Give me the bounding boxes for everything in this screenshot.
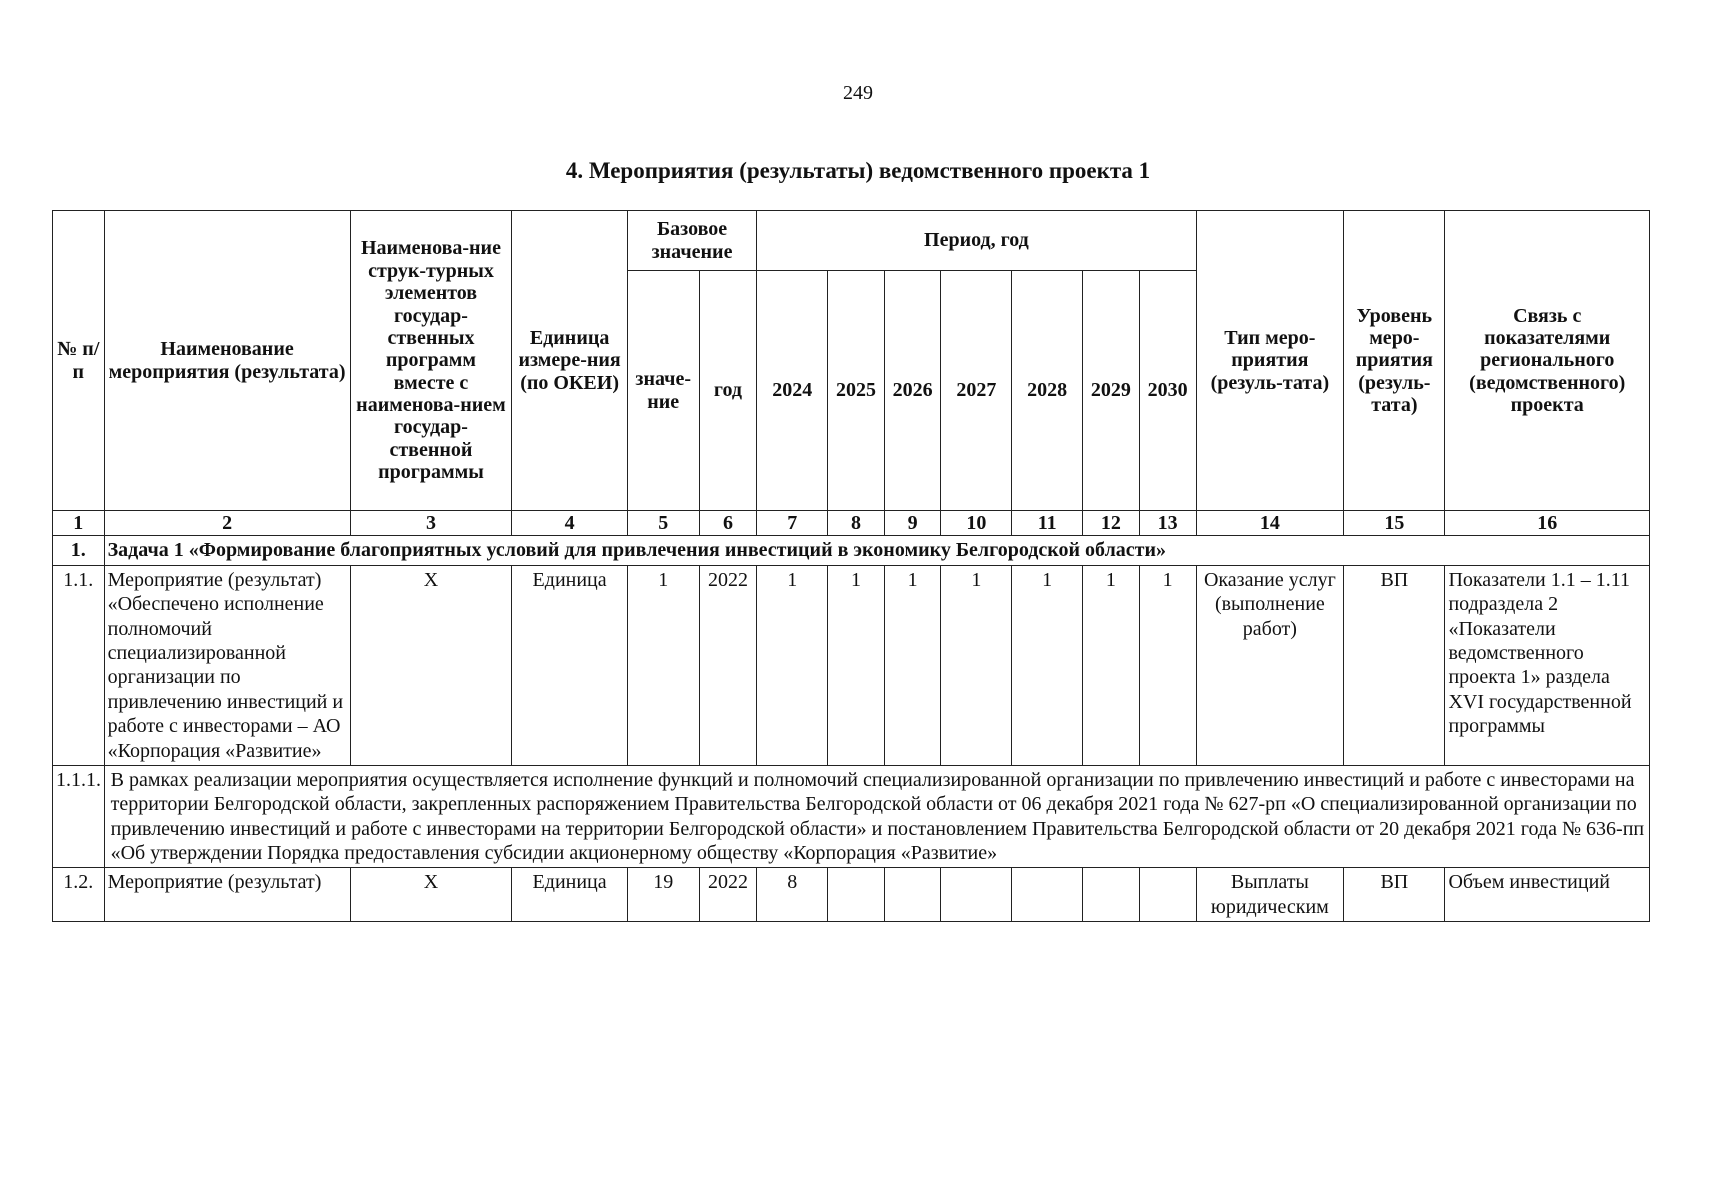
unit-of-measure: Единица xyxy=(512,565,627,765)
unit-of-measure: Единица xyxy=(512,868,627,922)
header-year-2026: 2026 xyxy=(884,271,941,511)
base-value: 19 xyxy=(627,868,699,922)
table-row-1-2 xyxy=(53,868,1650,922)
value-2029: 1 xyxy=(1083,565,1140,765)
column-number: 10 xyxy=(941,511,1012,536)
header-link: Связь с показателями регионального (ведомственного) проекта xyxy=(1445,211,1650,511)
value-2028 xyxy=(1012,868,1083,922)
column-number: 13 xyxy=(1139,511,1196,536)
value-2025 xyxy=(828,868,885,922)
row-number: 1.2. xyxy=(53,868,105,922)
value-2026 xyxy=(884,868,941,922)
column-number: 4 xyxy=(512,511,627,536)
column-number: 1 xyxy=(53,511,105,536)
task-row xyxy=(53,536,1650,565)
activity-level: ВП xyxy=(1344,868,1445,922)
activity-name: Мероприятие (результат) «Обеспечено исполнение полномочий специализированной организации по привлечению инвестиций и работе с инвесторами – АО «Корпорация «Развитие» xyxy=(104,565,350,765)
task-text: Задача 1 «Формирование благоприятных условий для привлечения инвестиций в экономику Белгородской области» xyxy=(104,536,1649,565)
task-number: 1. xyxy=(53,536,105,565)
page-number: 249 xyxy=(843,82,873,104)
header-base-value: значе-ние xyxy=(627,271,699,511)
value-2028: 1 xyxy=(1012,565,1083,765)
header-base-year: год xyxy=(699,271,757,511)
column-number: 14 xyxy=(1196,511,1344,536)
header-type: Тип меро-приятия (резуль-тата) xyxy=(1196,211,1344,511)
activity-name: Мероприятие (результат) xyxy=(104,868,350,922)
base-value: 1 xyxy=(627,565,699,765)
page-title: 4. Мероприятия (результаты) ведомственного проекта 1 xyxy=(565,158,1151,183)
row-number: 1.1. xyxy=(53,565,105,765)
column-number: 15 xyxy=(1344,511,1445,536)
header-num: № п/п xyxy=(53,211,105,511)
header-year-2028: 2028 xyxy=(1012,271,1083,511)
indicator-link: Объем инвестиций xyxy=(1445,868,1650,922)
header-unit: Единица измере-ния (по ОКЕИ) xyxy=(512,211,627,511)
header-base: Базовое значение xyxy=(627,211,757,271)
column-number: 7 xyxy=(757,511,828,536)
column-number: 5 xyxy=(627,511,699,536)
value-2027 xyxy=(941,868,1012,922)
row-number: 1.1.1. xyxy=(53,765,105,868)
column-number: 11 xyxy=(1012,511,1083,536)
header-level: Уровень меро-приятия (резуль-тата) xyxy=(1344,211,1445,511)
column-number: 9 xyxy=(884,511,941,536)
header-year-2027: 2027 xyxy=(941,271,1012,511)
column-number: 12 xyxy=(1083,511,1140,536)
activities-table xyxy=(52,210,1650,922)
value-2027: 1 xyxy=(941,565,1012,765)
value-2024: 8 xyxy=(757,868,828,922)
header-year-2029: 2029 xyxy=(1083,271,1140,511)
header-year-2030: 2030 xyxy=(1139,271,1196,511)
column-number: 16 xyxy=(1445,511,1650,536)
table-row-1-1 xyxy=(53,565,1650,765)
activity-description: В рамках реализации мероприятия осуществляется исполнение функций и полномочий специализированной организации по привлечению инвестиций и работе с инвесторами на территории Белгородской области, закрепленных распоряжением Правительства Белгородской области от 06 декабря 2021 года № 627-рп «О специализированной организации по привлечению инвестиций и работе с инвесторами на территории Белгородской области» и постановлением Правительства Белгородской области от 20 декабря 2021 года № 636-пп «Об утверждении Порядка предоставления субсидии акционерному обществу «Корпорация «Развитие» xyxy=(104,765,1649,868)
value-2029 xyxy=(1083,868,1140,922)
column-numbers-row xyxy=(53,511,1650,536)
base-year: 2022 xyxy=(699,565,757,765)
structural-elements: X xyxy=(350,868,512,922)
value-2026: 1 xyxy=(884,565,941,765)
table-row-1-1-1 xyxy=(53,765,1650,868)
header-period: Период, год xyxy=(757,211,1196,271)
header-name: Наименование мероприятия (результата) xyxy=(104,211,350,511)
indicator-link: Показатели 1.1 – 1.11 подраздела 2 «Показатели ведомственного проекта 1» раздела XVI государственной программы xyxy=(1445,565,1650,765)
value-2024: 1 xyxy=(757,565,828,765)
header-year-2024: 2024 xyxy=(757,271,828,511)
value-2030: 1 xyxy=(1139,565,1196,765)
header-year-2025: 2025 xyxy=(828,271,885,511)
column-number: 6 xyxy=(699,511,757,536)
column-number: 3 xyxy=(350,511,512,536)
value-2030 xyxy=(1139,868,1196,922)
activity-type: Выплаты юридическим xyxy=(1196,868,1344,922)
column-number: 2 xyxy=(104,511,350,536)
header-structural: Наименова-ние струк-турных элементов государ-ственных программ вместе с наименова-нием государ-ственной программы xyxy=(350,211,512,511)
value-2025: 1 xyxy=(828,565,885,765)
activity-level: ВП xyxy=(1344,565,1445,765)
activity-type: Оказание услуг (выполнение работ) xyxy=(1196,565,1344,765)
structural-elements: X xyxy=(350,565,512,765)
column-number: 8 xyxy=(828,511,885,536)
base-year: 2022 xyxy=(699,868,757,922)
